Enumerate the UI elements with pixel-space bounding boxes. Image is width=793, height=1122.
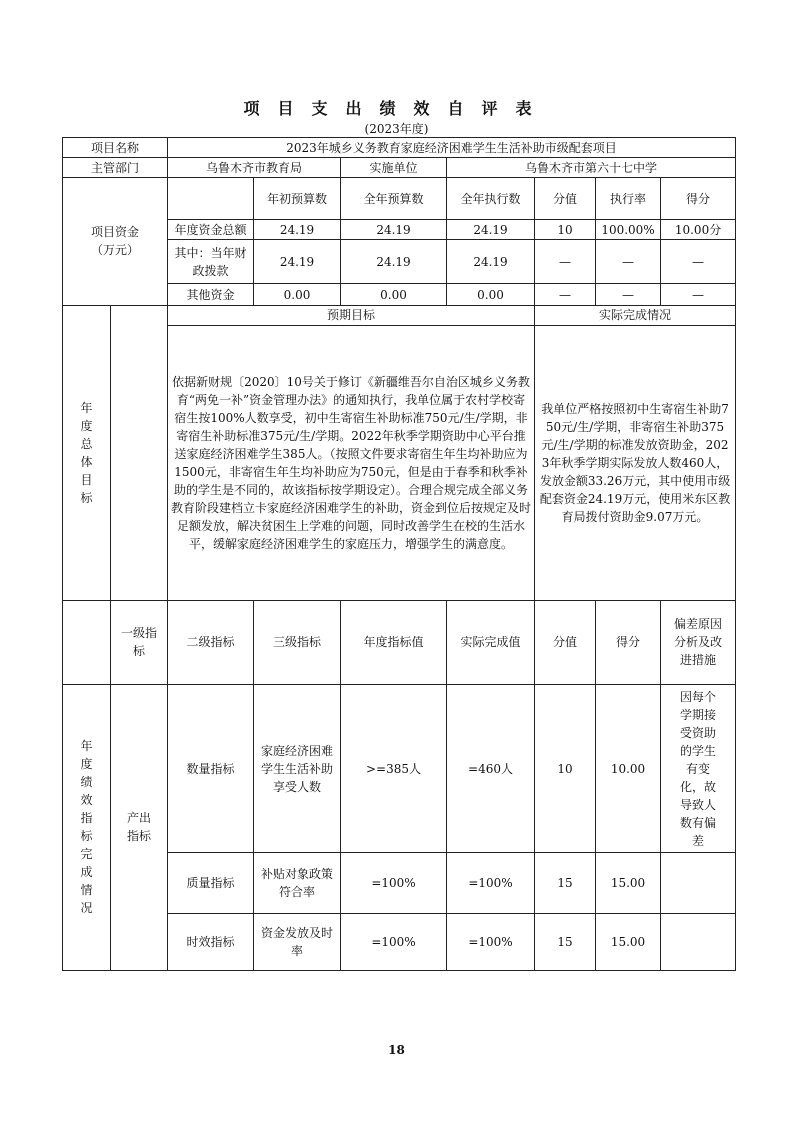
- level2-timeliness: 时效指标: [168, 913, 254, 970]
- fiscal-initial: 24.19: [254, 240, 341, 284]
- target-quality: =100%: [341, 853, 447, 913]
- header-score: 得分: [661, 178, 736, 220]
- goal-blank-cell: [111, 305, 168, 600]
- actual-quantity: =460人: [447, 684, 535, 853]
- other-rate: —: [596, 284, 661, 305]
- level3-quantity: 家庭经济困难学生生活补助享受人数: [254, 684, 341, 853]
- actual-quality: =100%: [447, 853, 535, 913]
- other-initial: 0.00: [254, 284, 341, 305]
- dept-label: 主管部门: [63, 158, 168, 178]
- actual-timeliness: =100%: [447, 913, 535, 970]
- total-rate: 100.00%: [596, 220, 661, 240]
- row-fiscal-label: 其中：当年财政拨款: [168, 240, 254, 284]
- fund-label: 项目资金（万元）: [63, 178, 168, 305]
- got-quantity: 10.00: [596, 684, 661, 853]
- total-score: 10.00分: [661, 220, 736, 240]
- header-full-budget: 全年预算数: [341, 178, 447, 220]
- project-name-value: 2023年城乡义务教育家庭经济困难学生生活补助市级配套项目: [168, 138, 736, 158]
- header-initial-budget: 年初预算数: [254, 178, 341, 220]
- indicator-header-blank: [63, 600, 111, 684]
- row-other-label: 其他资金: [168, 284, 254, 305]
- header-level3: 三级指标: [254, 600, 341, 684]
- perf-section-label: 年度绩效指标完成情况: [63, 684, 111, 970]
- page-number: 18: [388, 1043, 405, 1057]
- points-timeliness: 15: [535, 913, 596, 970]
- project-name-label: 项目名称: [63, 138, 168, 158]
- points-quantity: 10: [535, 684, 596, 853]
- level2-quality: 质量指标: [168, 853, 254, 913]
- row-total-label: 年度资金总额: [168, 220, 254, 240]
- target-timeliness: =100%: [341, 913, 447, 970]
- impl-label: 实施单位: [341, 158, 447, 178]
- other-exec: 0.00: [447, 284, 535, 305]
- other-score-value: —: [535, 284, 596, 305]
- header-level2: 二级指标: [168, 600, 254, 684]
- fund-header-blank: [168, 178, 254, 220]
- expected-goal-header: 预期目标: [168, 305, 535, 325]
- target-quantity: >=385人: [341, 684, 447, 853]
- header-actual-value: 实际完成值: [447, 600, 535, 684]
- points-quality: 15: [535, 853, 596, 913]
- expected-goal-text: 依据新财规〔2020〕10号关于修订《新疆维吾尔自治区城乡义务教育“两免一补”资金管理办法》的通知执行，我单位属于农村学校寄宿生按100%人数享受，初中生寄宿生补助标准750元/生/学期，非寄宿生补助标准375元/生/学期。2022年秋季学期资助中心平台推送家庭经济困难学生385人。（按照文件要求寄宿生年生均补助应为1500元，非寄宿生年生均补助应为750元，但是由于春季和秋季补助的学生是不同的，故该指标按学期设定）。合理合规完成全部义务教育阶段建档立卡家庭经济困难学生的补助，资金到位后按规定及时足额发放，解决贫困生上学难的问题，同时改善学生在校的生活水平，缓解家庭经济困难学生的家庭压力，增强学生的满意度。: [168, 325, 535, 600]
- level2-quantity: 数量指标: [168, 684, 254, 853]
- dept-value: 乌鲁木齐市教育局: [168, 158, 341, 178]
- fiscal-rate: —: [596, 240, 661, 284]
- total-initial: 24.19: [254, 220, 341, 240]
- got-quality: 15.00: [596, 853, 661, 913]
- other-score: —: [661, 284, 736, 305]
- fiscal-score-value: —: [535, 240, 596, 284]
- header-score-value: 分值: [535, 178, 596, 220]
- header-points: 分值: [535, 600, 596, 684]
- level3-timeliness: 资金发放及时率: [254, 913, 341, 970]
- deviation-quantity: 因每个学期接受资助的学生有变化，故导致人数有偏差: [661, 684, 736, 853]
- header-exec-rate: 执行率: [596, 178, 661, 220]
- page-title: 项目支出绩效自评表: [243, 99, 550, 118]
- header-got: 得分: [596, 600, 661, 684]
- deviation-timeliness: [661, 913, 736, 970]
- total-full: 24.19: [341, 220, 447, 240]
- goal-section-label: 年度总体目标: [63, 305, 111, 600]
- fiscal-exec: 24.19: [447, 240, 535, 284]
- total-score-value: 10: [535, 220, 596, 240]
- deviation-quality: [661, 853, 736, 913]
- fiscal-score: —: [661, 240, 736, 284]
- other-full: 0.00: [341, 284, 447, 305]
- actual-result-header: 实际完成情况: [535, 305, 736, 325]
- total-exec: 24.19: [447, 220, 535, 240]
- header-target: 年度指标值: [341, 600, 447, 684]
- got-timeliness: 15.00: [596, 913, 661, 970]
- performance-table: [62, 137, 736, 971]
- header-deviation: 偏差原因分析及改进措施: [661, 600, 736, 684]
- fiscal-full: 24.19: [341, 240, 447, 284]
- header-executed: 全年执行数: [447, 178, 535, 220]
- report-year: (2023年度): [364, 122, 429, 136]
- level3-quality: 补贴对象政策符合率: [254, 853, 341, 913]
- actual-result-text: 我单位严格按照初中生寄宿生补助750元/生/学期，非寄宿生补助375元/生/学期的标准发放资助金，2023年秋季学期实际发放人数460人，发放金额33.26万元，其中使用市级配套资金24.19万元，使用米东区教育局拨付资助金9.07万元。: [535, 325, 736, 600]
- level1-output: 产出指标: [111, 684, 168, 970]
- impl-value: 乌鲁木齐市第六十七中学: [447, 158, 736, 178]
- header-level1: 一级指标: [111, 600, 168, 684]
